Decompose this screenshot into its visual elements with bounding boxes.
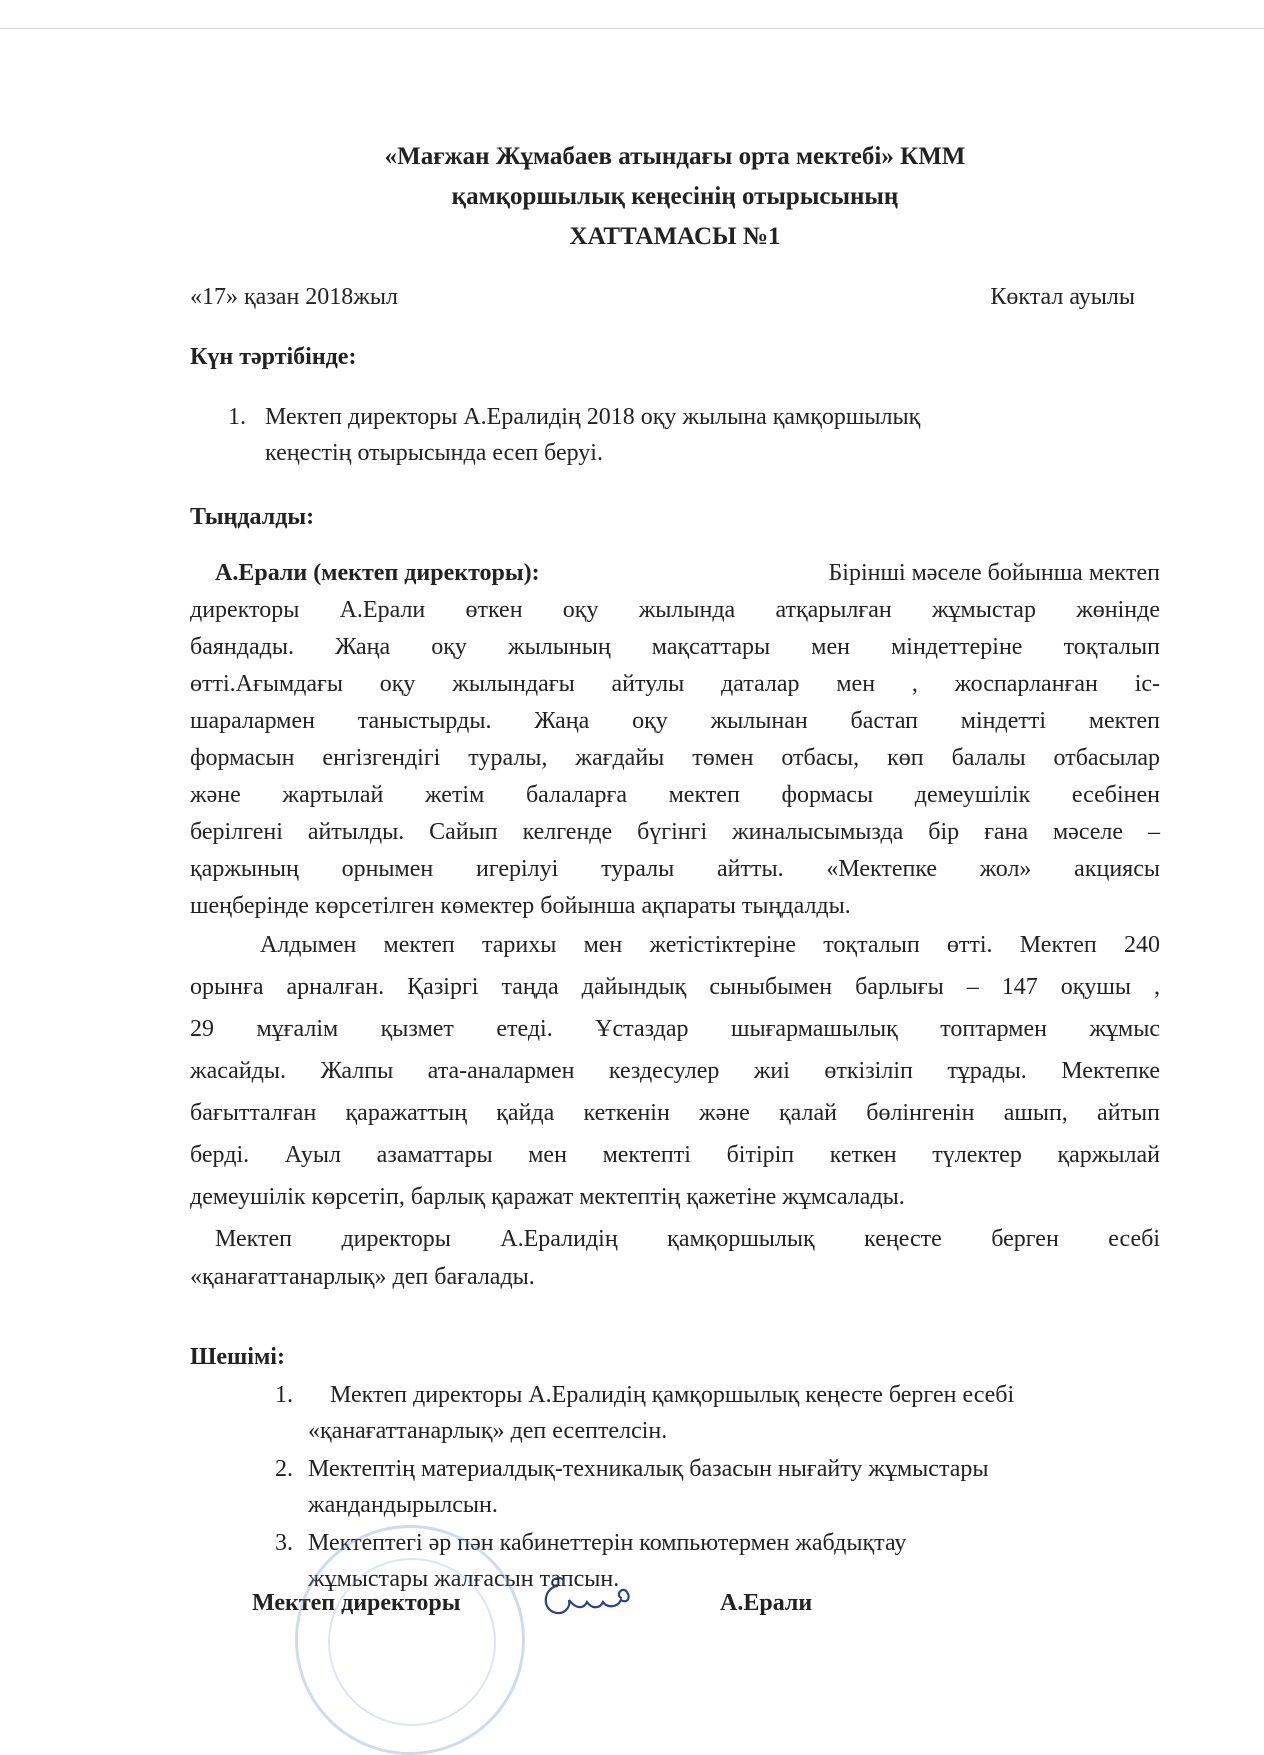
scan-edge-line: [0, 28, 1264, 29]
meeting-place: Көктал ауылы: [990, 284, 1135, 310]
heard-p1-line: баяндады. Жаңа оқу жылының мақсаттары мен міндеттеріне тоқталып: [190, 634, 1160, 660]
heard-p2-line: берді. Ауыл азаматтары мен мектепті бітіріп кеткен түлектер қаржылай: [190, 1142, 1160, 1168]
agenda-item-line-2: кеңестің отырысында есеп беруі.: [265, 440, 603, 466]
handwritten-signature: [535, 1568, 645, 1628]
heard-p2-last-line: демеушілік көрсетіп, барлық қаражат мектептің қажетіне жұмсалады.: [190, 1184, 905, 1210]
decision-item-line-2: жұмыстары жалғасын тапсын.: [308, 1566, 620, 1592]
agenda-heading: Күн тәртібінде:: [190, 344, 357, 370]
speaker-label: А.Ерали (мектеп директоры):: [215, 560, 540, 586]
heard-p3-line-2: «қанағаттанарлық» деп бағалады.: [190, 1264, 535, 1290]
heard-p1-line: формасын енгізгендігі туралы, жағдайы төмен отбасы, көп балалы отбасылар: [190, 745, 1160, 771]
decision-item-line-2: жандандырылсын.: [308, 1492, 498, 1518]
decision-item-line-1: Мектеп директоры А.Ералидің қамқоршылық кеңесте берген есебі: [330, 1382, 1015, 1408]
signature-role: Мектеп директоры: [252, 1590, 461, 1616]
signature-name: А.Ерали: [720, 1590, 813, 1616]
decision-item-line-1: Мектептегі әр пән кабинеттерін компьютермен жабдықтау: [308, 1530, 907, 1556]
heard-p1-line: өтті.Ағымдағы оқу жылындағы айтулы даталар мен , жоспарланған іс-: [190, 671, 1160, 697]
decision-item-number: 3.: [275, 1530, 293, 1556]
header-line-1: «Мағжан Жұмабаев атындағы орта мектебі» КММ: [384, 143, 966, 170]
heard-heading: Тыңдалды:: [190, 504, 315, 530]
heard-p2-line: жасайды. Жалпы ата-аналармен кездесулер жиі өткізіліп тұрады. Мектепке: [190, 1058, 1160, 1084]
agenda-item-line-1: Мектеп директоры А.Ералидің 2018 оқу жылына қамқоршылық: [265, 404, 921, 430]
decision-item-number: 2.: [275, 1456, 293, 1482]
decision-item-line-2: «қанағаттанарлық» деп есептелсін.: [308, 1418, 668, 1444]
decision-heading: Шешімі:: [190, 1344, 285, 1370]
heard-p2-line: Алдымен мектеп тарихы мен жетістіктеріне тоқталып өтті. Мектеп 240: [260, 932, 1160, 958]
heard-p2-line: орынға арналған. Қазіргі таңда дайындық сыныбымен барлығы – 147 оқушы ,: [190, 974, 1160, 1000]
heard-p1-line: шаралармен таныстырды. Жаңа оқу жылынан бастап міндетті мектеп: [190, 708, 1160, 734]
heard-p1-line: директоры А.Ерали өткен оқу жылында атқарылған жұмыстар жөнінде: [190, 597, 1160, 623]
heard-p2-line: 29 мұғалім қызмет етеді. Ұстаздар шығармашылық топтармен жұмыс: [190, 1016, 1160, 1042]
heard-p1-line: қаржының орнымен игерілуі туралы айтты. «Мектепке жол» акциясы: [190, 856, 1160, 882]
meeting-date: «17» қазан 2018жыл: [190, 284, 398, 310]
heard-p2-line: бағытталған қаражаттың қайда кеткенін және қалай бөлінгенін ашып, айтып: [190, 1100, 1160, 1126]
heard-paragraph-1-first-line: [215, 556, 1160, 590]
heard-p1-last-line: шеңберінде көрсетілген көмектер бойынша ақпараты тыңдалды.: [190, 893, 851, 919]
paragraph-text: Бірінші мәселе бойынша мектеп: [828, 560, 1160, 586]
decision-item-line-1: Мектептің материалдық-техникалық базасын нығайту жұмыстары: [308, 1456, 989, 1482]
agenda-item-number: 1.: [228, 404, 246, 430]
heard-p1-line: және жартылай жетім балаларға мектеп формасы демеушілік есебінен: [190, 782, 1160, 808]
heard-p3-line-1: Мектеп директоры А.Ералидің қамқоршылық кеңесте берген есебі: [215, 1226, 1160, 1252]
header-line-2: қамқоршылық кеңесінің отырысының: [451, 183, 899, 210]
header-line-3: ХАТТАМАСЫ №1: [569, 223, 781, 250]
decision-item-number: 1.: [275, 1382, 293, 1408]
heard-p1-line: берілгені айтылды. Сайып келгенде бүгінгі жиналысымызда бір ғана мәселе –: [190, 819, 1160, 845]
official-stamp: [295, 1525, 525, 1755]
